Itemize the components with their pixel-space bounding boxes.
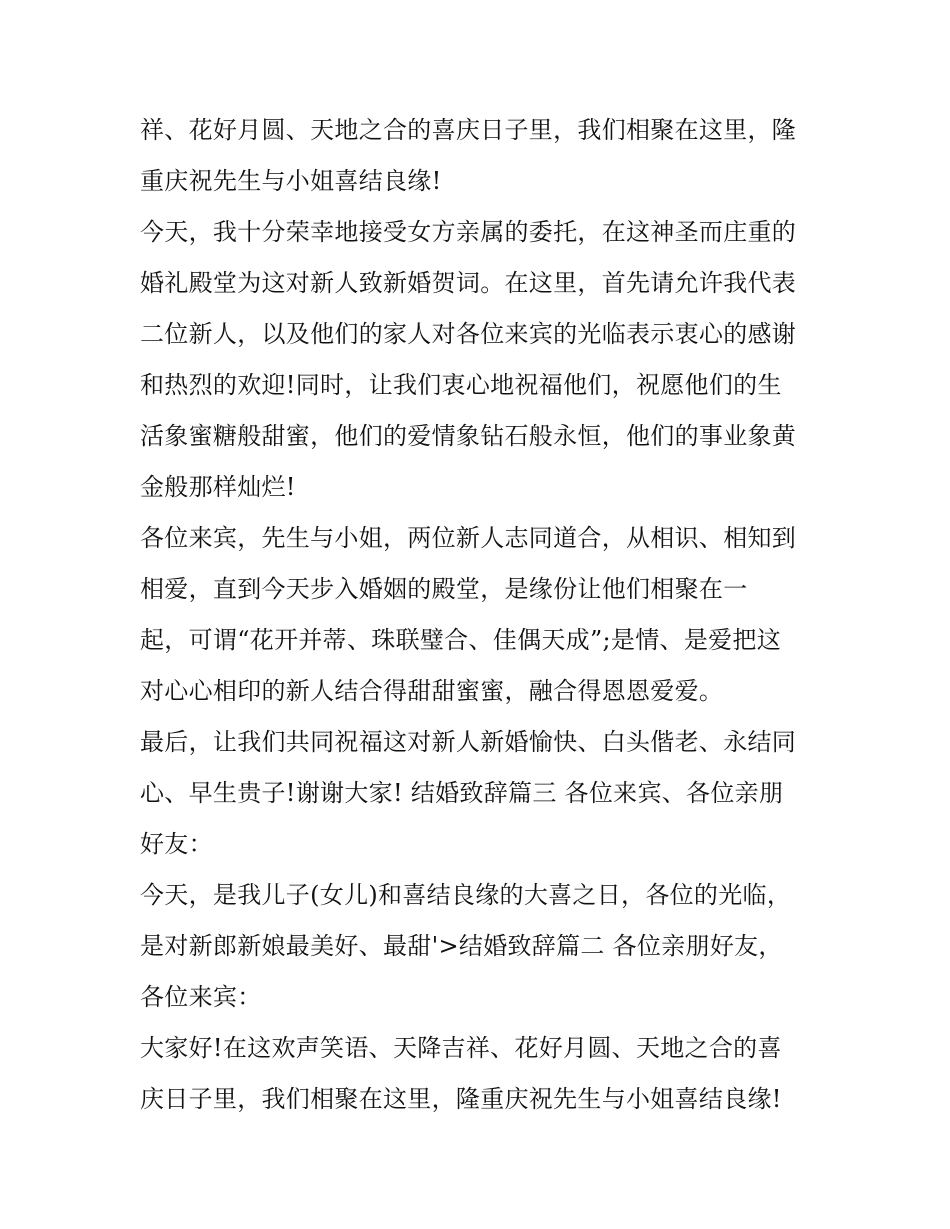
body-text <box>140 105 830 1125</box>
text-line: 今天，是我儿子(女儿)和喜结良缘的大喜之日，各位的光临， <box>140 881 792 909</box>
text-line: 是对新郎新娘最美好、最甜'>结婚致辞篇二 各位亲朋好友， <box>140 932 783 960</box>
text-line: 和热烈的欢迎!同时，让我们衷心地祝福他们，祝愿他们的生 <box>140 371 782 399</box>
text-line: 好友： <box>140 830 213 858</box>
text-line: 婚礼殿堂为这对新人致新婚贺词。在这里，首先请允许我代表 <box>140 269 797 297</box>
text-line: 二位新人，以及他们的家人对各位来宾的光临表示衷心的感谢 <box>140 320 797 348</box>
text-line: 最后，让我们共同祝福这对新人新婚愉快、白头偕老、永结同 <box>140 728 797 756</box>
text-line: 今天，我十分荣幸地接受女方亲属的委托，在这神圣而庄重的 <box>140 218 797 246</box>
text-line: 重庆祝先生与小姐喜结良缘! <box>140 167 442 195</box>
text-line: 活象蜜糖般甜蜜，他们的爱情象钻石般永恒，他们的事业象黄 <box>140 422 797 450</box>
text-line: 金般那样灿烂! <box>140 473 296 501</box>
text-line: 各位来宾： <box>140 983 262 1011</box>
text-line: 祥、花好月圆、天地之合的喜庆日子里，我们相聚在这里，隆 <box>140 116 797 144</box>
text-line: 庆日子里，我们相聚在这里，隆重庆祝先生与小姐喜结良缘! <box>140 1085 782 1113</box>
text-line: 各位来宾，先生与小姐，两位新人志同道合，从相识、相知到 <box>140 524 797 552</box>
text-line: 对心心相印的新人结合得甜甜蜜蜜，融合得恩恩爱爱。 <box>140 677 724 705</box>
text-line: 相爱，直到今天步入婚姻的殿堂，是缘份让他们相聚在一 <box>140 575 748 603</box>
text-line: 起，可谓“花开并蒂、珠联璧合、佳偶天成”;是情、是爱把这 <box>140 626 782 654</box>
text-line: 心、早生贵子!谢谢大家! 结婚致辞篇三 各位来宾、各位亲朋 <box>140 779 784 807</box>
text-line: 大家好!在这欢声笑语、天降吉祥、花好月圆、天地之合的喜 <box>140 1034 782 1062</box>
